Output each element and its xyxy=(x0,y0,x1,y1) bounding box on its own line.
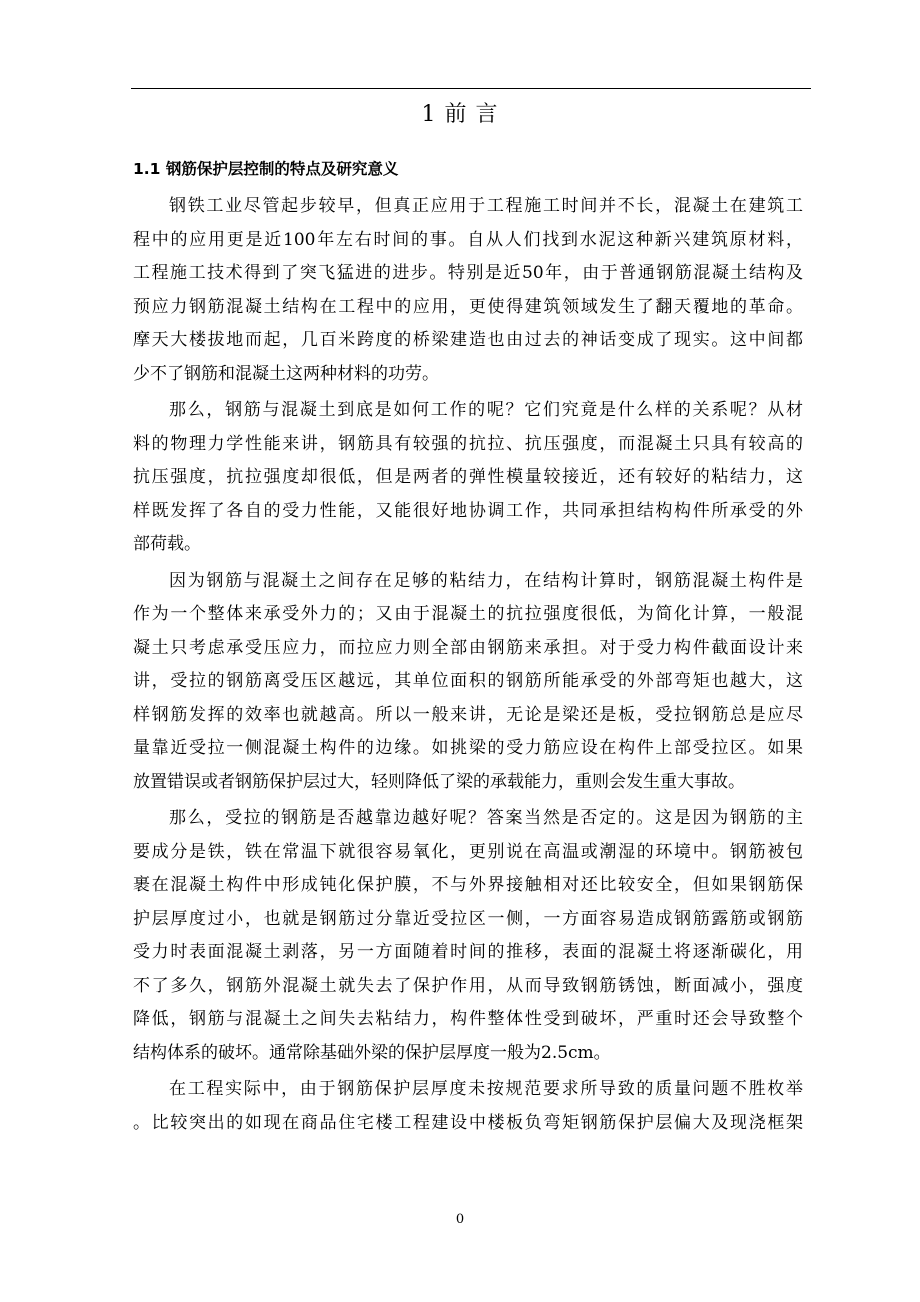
text-line: 样既发挥了各自的受力性能，又能很好地协调工作，共同承担结构构件所承受的外 xyxy=(133,500,803,521)
text-line: 量靠近受拉一侧混凝土构件的边缘。如挑梁的受力筋应设在构件上部受拉区。如果 xyxy=(133,738,803,758)
text-line: 受力时表面混凝土剥落，另一方面随着时间的推移，表面的混凝土将逐渐碳化，用 xyxy=(133,942,803,962)
text-line: 降低，钢筋与混凝土之间失去粘结力，构件整体性受到破坏，严重时还会导致整个 xyxy=(133,1009,803,1029)
text-line: 预应力钢筋混凝土结构在工程中的应用，更使得建筑领域发生了翻天覆地的革命。 xyxy=(133,296,803,317)
text-line: 样钢筋发挥的效率也就越高。所以一般来讲，无论是梁还是板，受拉钢筋总是应尽 xyxy=(133,704,803,725)
text-line: 少不了钢筋和混凝土这两种材料的功劳。 xyxy=(133,363,439,384)
text-line: 要成分是铁，铁在常温下就很容易氧化，更别说在高温或潮湿的环境中。钢筋被包 xyxy=(133,841,803,862)
text-line: 工程施工技术得到了突飞猛进的进步。特别是近50年，由于普通钢筋混凝土结构及 xyxy=(133,263,803,283)
section-heading: 1.1 钢筋保护层控制的特点及研究意义 xyxy=(133,160,399,178)
text-line: 抗压强度，抗拉强度却很低，但是两者的弹性模量较接近，还有较好的粘结力，这 xyxy=(133,467,803,487)
text-line: 作为一个整体来承受外力的；又由于混凝土的抗拉强度很低，为简化计算，一般混 xyxy=(133,604,803,624)
page-number: 0 xyxy=(455,1212,465,1227)
text-line: 放置错误或者钢筋保护层过大，轻则降低了梁的承载能力，重则会发生重大事故。 xyxy=(133,771,745,792)
text-line: 不了多久，钢筋外混凝土就失去了保护作用，从而导致钢筋锈蚀，断面减小，强度 xyxy=(133,975,803,996)
header-rule xyxy=(131,88,811,89)
text-line: 凝土只考虑承受压应力，而拉应力则全部由钢筋来承担。对于受力构件截面设计来 xyxy=(133,637,803,658)
chapter-title: 1 前 言 xyxy=(421,102,499,127)
text-line: 程中的应用更是近100年左右时间的事。自从人们找到水泥这种新兴建筑原材料， xyxy=(133,229,803,250)
text-line: 因为钢筋与混凝土之间存在足够的粘结力，在结构计算时，钢筋混凝土构件是 xyxy=(169,570,803,591)
text-line: 部荷载。 xyxy=(133,534,201,554)
text-line: 料的物理力学性能来讲，钢筋具有较强的抗拉、抗压强度，而混凝土只具有较高的 xyxy=(133,433,803,454)
text-line: 裹在混凝土构件中形成钝化保护膜，不与外界接触相对还比较安全，但如果钢筋保 xyxy=(133,875,803,895)
text-line: 在工程实际中，由于钢筋保护层厚度未按规范要求所导致的质量问题不胜枚举 xyxy=(169,1079,803,1099)
text-line: 钢铁工业尽管起步较早，但真正应用于工程施工时间并不长，混凝土在建筑工 xyxy=(169,196,803,216)
text-line: 。比较突出的如现在商品住宅楼工程建设中楼板负弯矩钢筋保护层偏大及现浇框架 xyxy=(133,1112,803,1133)
text-line: 那么，钢筋与混凝土到底是如何工作的呢？它们究竟是什么样的关系呢？从材 xyxy=(169,400,803,420)
text-line: 摩天大楼拔地而起，几百米跨度的桥梁建造也由过去的神话变成了现实。这中间都 xyxy=(133,330,803,350)
text-line: 护层厚度过小，也就是钢筋过分靠近受拉区一侧，一方面容易造成钢筋露筋或钢筋 xyxy=(133,908,803,929)
text-line: 讲，受拉的钢筋离受压区越远，其单位面积的钢筋所能承受的外部弯矩也越大，这 xyxy=(133,671,803,691)
text-line: 那么，受拉的钢筋是否越靠边越好呢？答案当然是否定的。这是因为钢筋的主 xyxy=(169,808,803,828)
body-text xyxy=(133,190,803,1140)
text-line: 结构体系的破坏。通常除基础外梁的保护层厚度一般为2.5cm。 xyxy=(133,1042,611,1063)
